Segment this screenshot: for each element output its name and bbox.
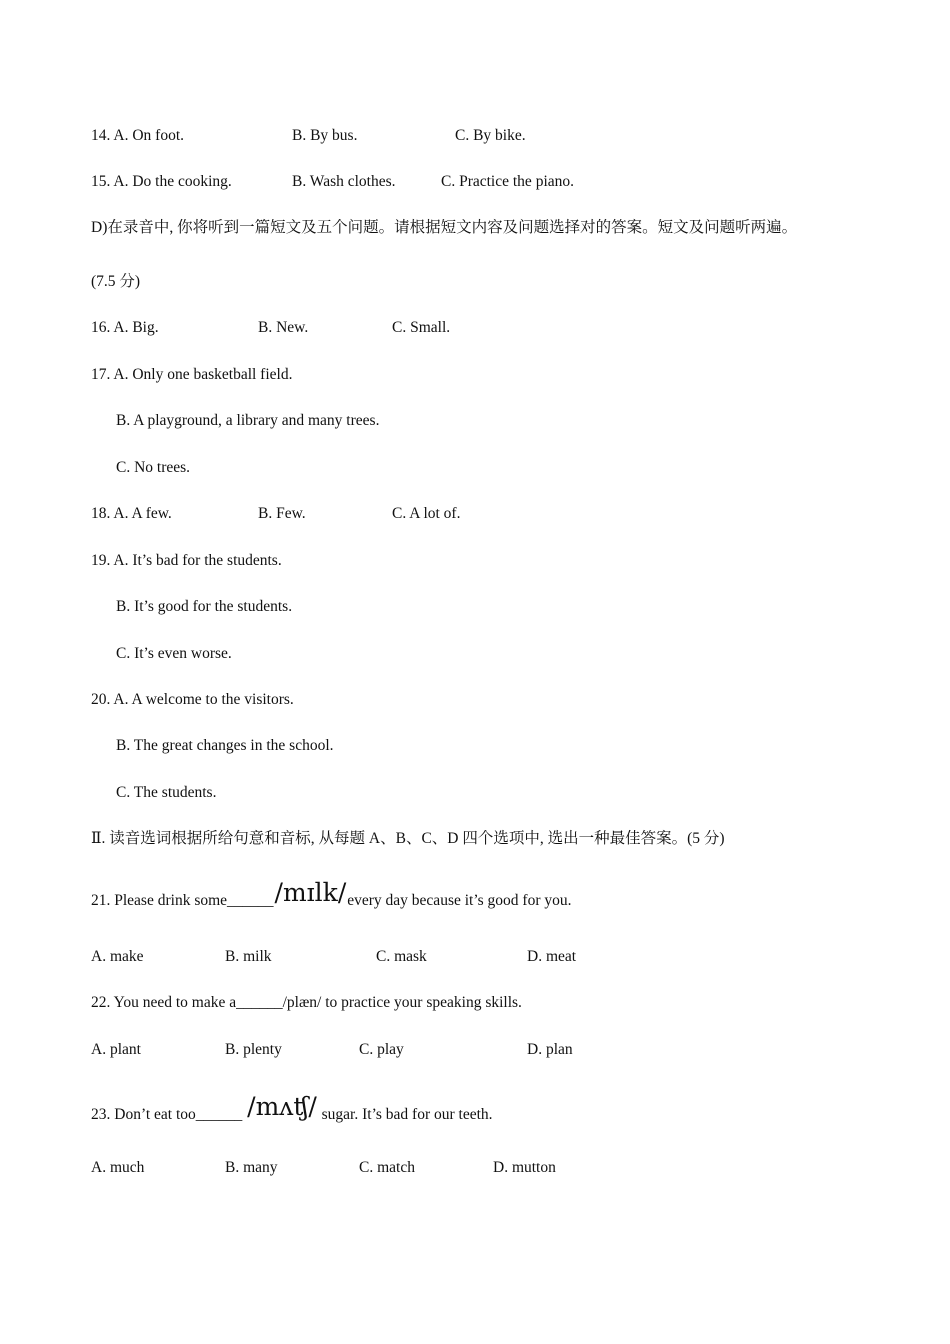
q21-option-a: A. make (91, 948, 144, 965)
q21-option-c: C. mask (376, 948, 427, 965)
q21-option-d: D. meat (527, 948, 577, 965)
q21-stem-before: 21. Please drink some______ (91, 892, 274, 909)
q19-option-c: C. It’s even worse. (116, 645, 232, 662)
q22-option-c: C. play (359, 1041, 404, 1058)
q23-option-b: B. many (225, 1159, 278, 1176)
q23-stem-before: 23. Don’t eat too______ (91, 1106, 243, 1123)
q16-option-a: 16. A. Big. (91, 319, 159, 336)
q18-option-b: B. Few. (258, 505, 306, 522)
q18-option-c: C. A lot of. (392, 505, 461, 522)
q17-option-b: B. A playground, a library and many trees. (116, 412, 380, 429)
q23-stem-after: sugar. It’s bad for our teeth. (321, 1106, 493, 1123)
q14-option-a: 14. A. On foot. (91, 127, 184, 144)
q23-option-c: C. match (359, 1159, 415, 1176)
q23-stem (91, 1092, 493, 1125)
q20-option-a: 20. A. A welcome to the visitors. (91, 691, 294, 708)
q14-option-b: B. By bus. (292, 127, 358, 144)
q23-option-d: D. mutton (493, 1159, 556, 1176)
q14-option-c: C. By bike. (455, 127, 526, 144)
q21-stem (91, 878, 572, 911)
section-d-points: (7.5 分) (91, 273, 141, 290)
section-2-heading: Ⅱ. 读音选词根据所给句意和音标, 从每题 A、B、C、D 四个选项中, 选出一种最佳答案。(5 分) (91, 830, 725, 847)
q23-option-a: A. much (91, 1159, 145, 1176)
q16-option-c: C. Small. (392, 319, 451, 336)
q17-option-a: 17. A. Only one basketball field. (91, 366, 293, 383)
q15-option-b: B. Wash clothes. (292, 173, 396, 190)
q22-stem: 22. You need to make a______/plæn/ to practice your speaking skills. (91, 994, 522, 1011)
q20-option-b: B. The great changes in the school. (116, 737, 334, 754)
q17-option-c: C. No trees. (116, 459, 191, 476)
q15-option-c: C. Practice the piano. (441, 173, 574, 190)
section-d-instruction: D)在录音中, 你将听到一篇短文及五个问题。请根据短文内容及问题选择对的答案。短文及问题听两遍。 (91, 219, 798, 236)
q18-option-a: 18. A. A few. (91, 505, 172, 522)
q16-option-b: B. New. (258, 319, 309, 336)
q22-option-b: B. plenty (225, 1041, 282, 1058)
q21-stem-after: every day because it’s good for you. (347, 892, 572, 909)
q15-option-a: 15. A. Do the cooking. (91, 173, 232, 190)
q21-option-b: B. milk (225, 948, 272, 965)
q22-option-a: A. plant (91, 1041, 141, 1058)
q19-option-a: 19. A. It’s bad for the students. (91, 552, 282, 569)
q21-phonetic: /mɪlk/ (274, 878, 347, 907)
q23-phonetic: /mʌʧ/ (247, 1092, 317, 1121)
q19-option-b: B. It’s good for the students. (116, 598, 293, 615)
q22-option-d: D. plan (527, 1041, 573, 1058)
q20-option-c: C. The students. (116, 784, 217, 801)
